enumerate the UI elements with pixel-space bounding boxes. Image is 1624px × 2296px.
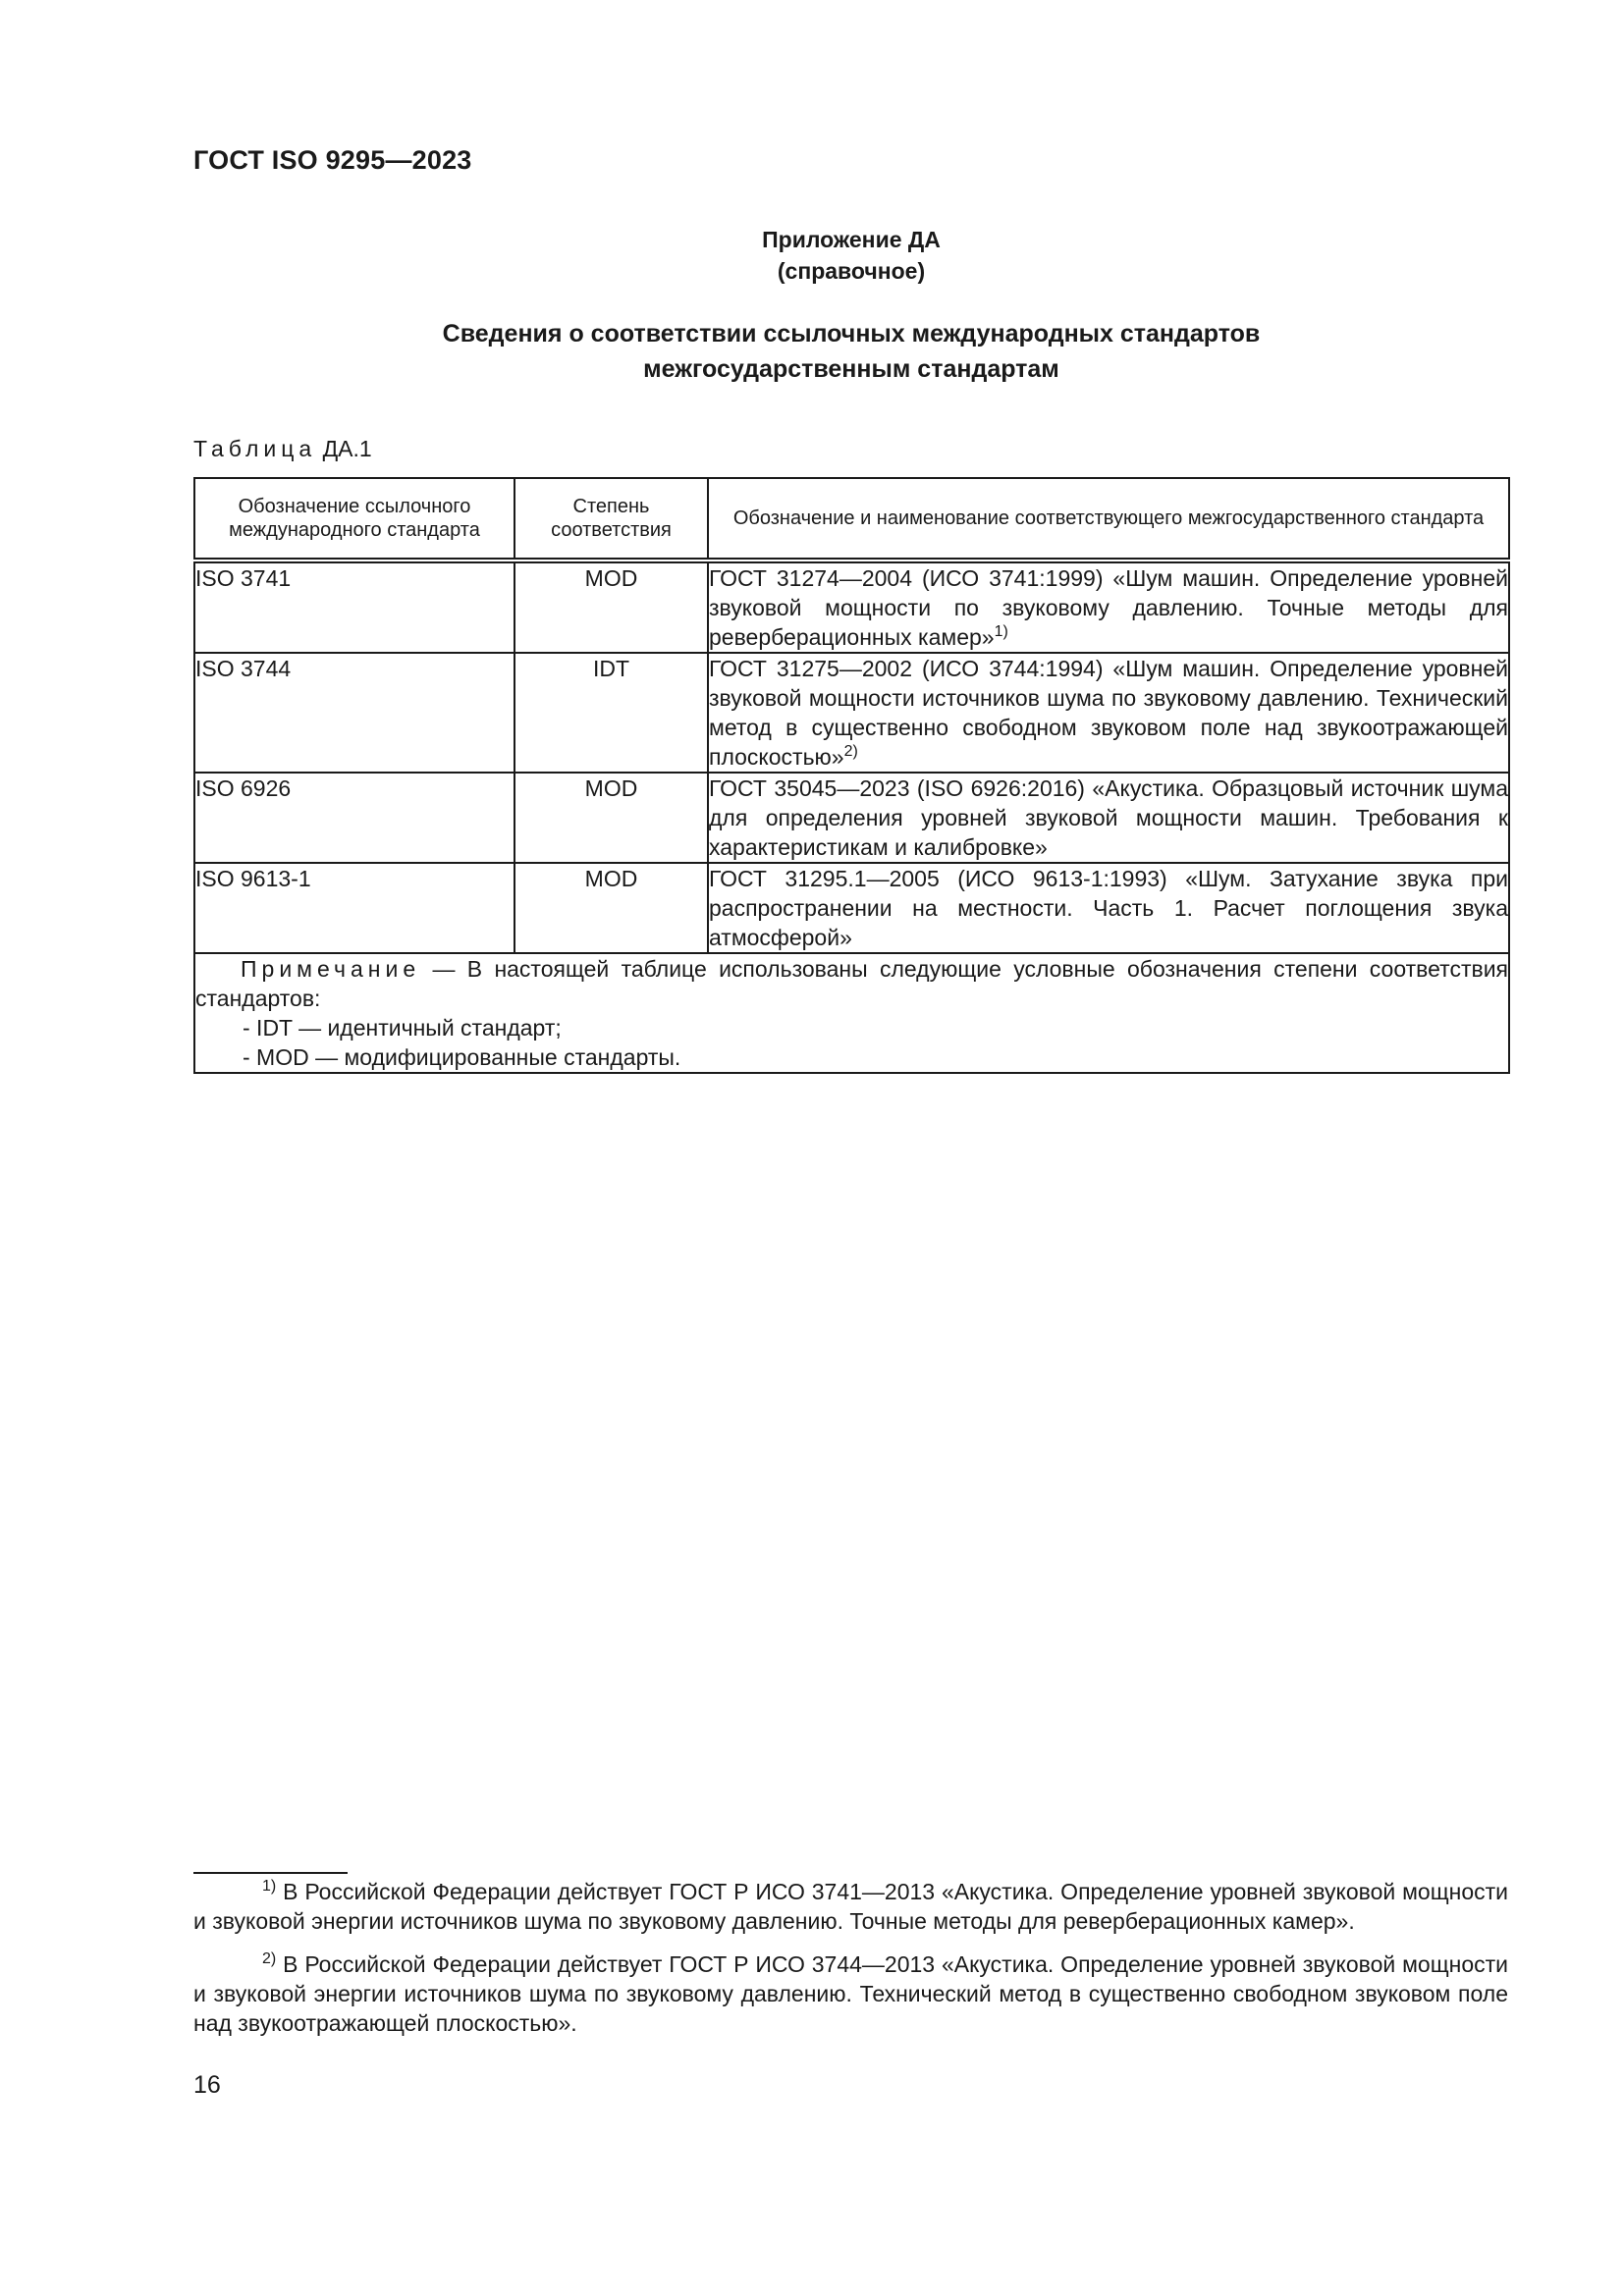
section-title-line-2: межгосударственным стандартам (643, 355, 1059, 383)
cell-degree: MOD (514, 863, 708, 953)
cell-degree: MOD (514, 773, 708, 863)
appendix-title: Приложение ДА (762, 227, 941, 252)
cell-name (708, 653, 1509, 773)
cell-name (708, 561, 1509, 653)
cell-degree: MOD (514, 561, 708, 653)
footnote-text: В Российской Федерации действует ГОСТ Р ИСО 3741—2013 «Акустика. Определение уровней звуковой мощности и звуковой энергии источников шума по звуковому давлению. Точные методы для реверберационных камер». (193, 1879, 1508, 1934)
cell-name-text: ГОСТ 31274—2004 (ИСО 3741:1999) «Шум машин. Определение уровней звуковой мощности по звуковому давлению. Точные методы для реверберационных камер» (709, 565, 1508, 650)
section-title-line-1: Сведения о соответствии ссылочных международных стандартов (442, 320, 1261, 347)
footnote-separator (193, 1872, 348, 1874)
note-text (195, 954, 1508, 1013)
note-item-mod: - MOD — модифицированные стандарты. (243, 1044, 681, 1070)
table-header-row (194, 478, 1509, 561)
table-row (194, 863, 1509, 953)
table-label-number: ДА.1 (322, 436, 372, 461)
header-interstate-standard: Обозначение и наименование соответствующего межгосударственного стандарта (708, 478, 1509, 561)
cell-name (708, 773, 1509, 863)
cell-standard: ISO 3744 (194, 653, 514, 773)
appendix-subtitle: (справочное) (777, 258, 926, 284)
section-title (193, 316, 1509, 387)
footnote-text: В Российской Федерации действует ГОСТ Р ИСО 3744—2013 «Акустика. Определение уровней звуковой мощности и звуковой энергии источников шума по звуковому давлению. Технический метод в существенно свободном звуковом поле над звукоотражающей плоскостью». (193, 1951, 1508, 2036)
table-row (194, 561, 1509, 653)
footnote-mark: 1) (262, 1878, 277, 1895)
cell-standard: ISO 3741 (194, 561, 514, 653)
header-international-standard: Обозначение ссылочного международного стандарта (194, 478, 514, 561)
table-label (193, 436, 372, 462)
cell-name-text: ГОСТ 31275—2002 (ИСО 3744:1994) «Шум машин. Определение уровней звуковой мощности источников шума по звуковому давлению. Технический метод в существенно свободном звуковом поле над звукоотражающей плоскостью» (709, 656, 1508, 770)
footnote-2 (193, 1949, 1508, 2038)
footnote-ref: 1) (994, 623, 1008, 640)
cell-name-text: ГОСТ 31295.1—2005 (ИСО 9613-1:1993) «Шум. Затухание звука при распространении на местности. Часть 1. Расчет поглощения звука атмосферой» (709, 866, 1508, 950)
table-label-word: Таблица (193, 436, 317, 461)
note-body: — В настоящей таблице использованы следующие условные обозначения степени соответствия стандартов: (195, 956, 1508, 1011)
footnote-mark: 2) (262, 1950, 277, 1967)
header-correspondence-degree: Степень соответствия (514, 478, 708, 561)
appendix-heading (193, 224, 1509, 287)
note-item-idt: - IDT — идентичный стандарт; (243, 1015, 562, 1041)
page-number: 16 (193, 2071, 221, 2099)
note-label: Примечание (241, 956, 421, 982)
document-code: ГОСТ ISO 9295—2023 (193, 145, 472, 175)
cell-name-text: ГОСТ 35045—2023 (ISO 6926:2016) «Акустика. Образцовый источник шума для определения уровней звуковой мощности машин. Требования к характеристикам и калибровке» (709, 775, 1508, 860)
footnotes (193, 1877, 1508, 2038)
cell-standard: ISO 6926 (194, 773, 514, 863)
correspondence-table (193, 477, 1510, 1074)
footnote-ref: 2) (843, 743, 858, 760)
table-row (194, 773, 1509, 863)
cell-name (708, 863, 1509, 953)
footnote-1 (193, 1877, 1508, 1936)
cell-standard: ISO 9613-1 (194, 863, 514, 953)
table-row (194, 653, 1509, 773)
cell-degree: IDT (514, 653, 708, 773)
table-note-row (194, 953, 1509, 1073)
table-note (194, 953, 1509, 1073)
